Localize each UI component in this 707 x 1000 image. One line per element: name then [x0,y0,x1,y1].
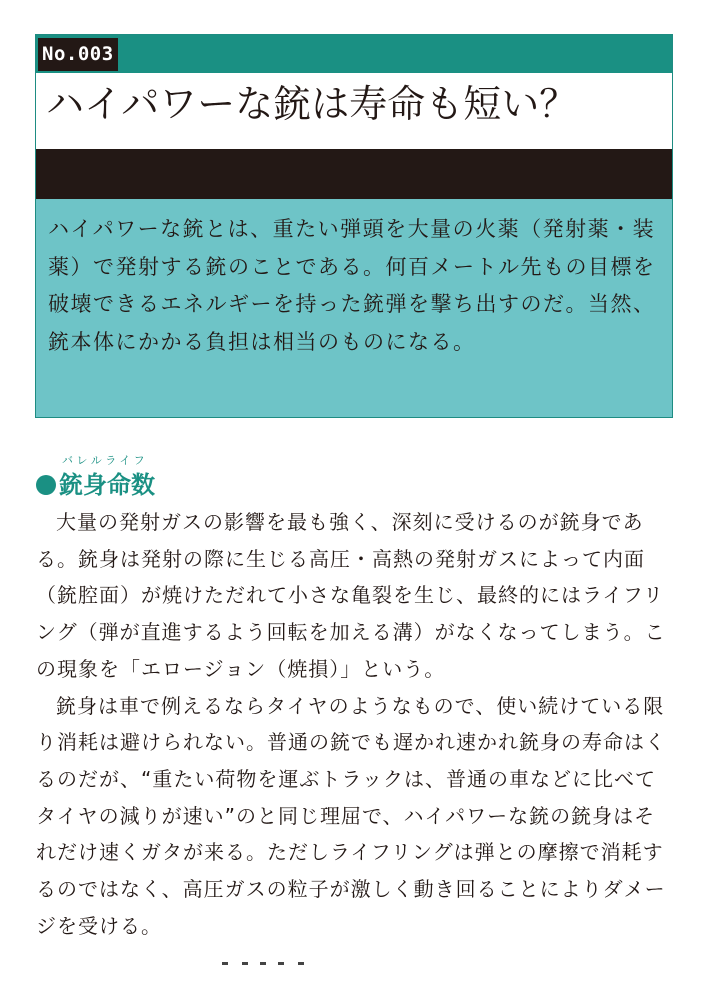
article-title: ハイパワーな銃は寿命も短い？ [46,82,578,126]
article-header [35,34,673,418]
heading-row [36,465,155,500]
body-paragraph-2: 銃身は車で例えるならタイヤのようなもので、使い続けている限り消耗は避けられない。普通の銃でも遅かれ速かれ銃身の寿命はくるのだが、“重たい荷物を運ぶトラックは、普通の車などに比べてタイヤの減りが速い”のと同じ理屈で、ハイパワーな銃の銃身はそれだけ速くガタが来る。ただしライフリングは弾との摩擦で消耗するのではなく、高圧ガスの粒子が激しく動き回ることによりダメージを受ける。 [36,693,666,938]
page-edge-marks [222,960,308,966]
header-teal-bar [36,35,672,73]
header-black-band [36,149,672,199]
article-number-badge: No.003 [38,38,118,71]
body-text [36,504,676,944]
heading-text: 銃身命数 [59,471,155,499]
heading-ruby: バレルライフ [62,454,149,467]
body-paragraph-1: 大量の発射ガスの影響を最も強く、深刻に受けるのが銃身である。銃身は発射の際に生じる高圧・高熱の発射ガスによって内面（銃腔面）が焼けただれて小さな亀裂を生じ、最終的にはライフリング（弾が直進するよう回転を加える溝）がなくなってしまう。この現象を「エロージョン（焼損）」という。 [36,510,666,681]
summary-box [36,199,672,417]
bullet-icon [36,475,56,495]
summary-text: ハイパワーな銃とは、重たい弾頭を大量の火薬（発射薬・装薬）で発射する銃のことである。何百メートル先もの目標を破壊できるエネルギーを持った銃弾を撃ち出すのだ。当然、銃本体にかかる負担は相当のものになる。 [48,217,656,354]
